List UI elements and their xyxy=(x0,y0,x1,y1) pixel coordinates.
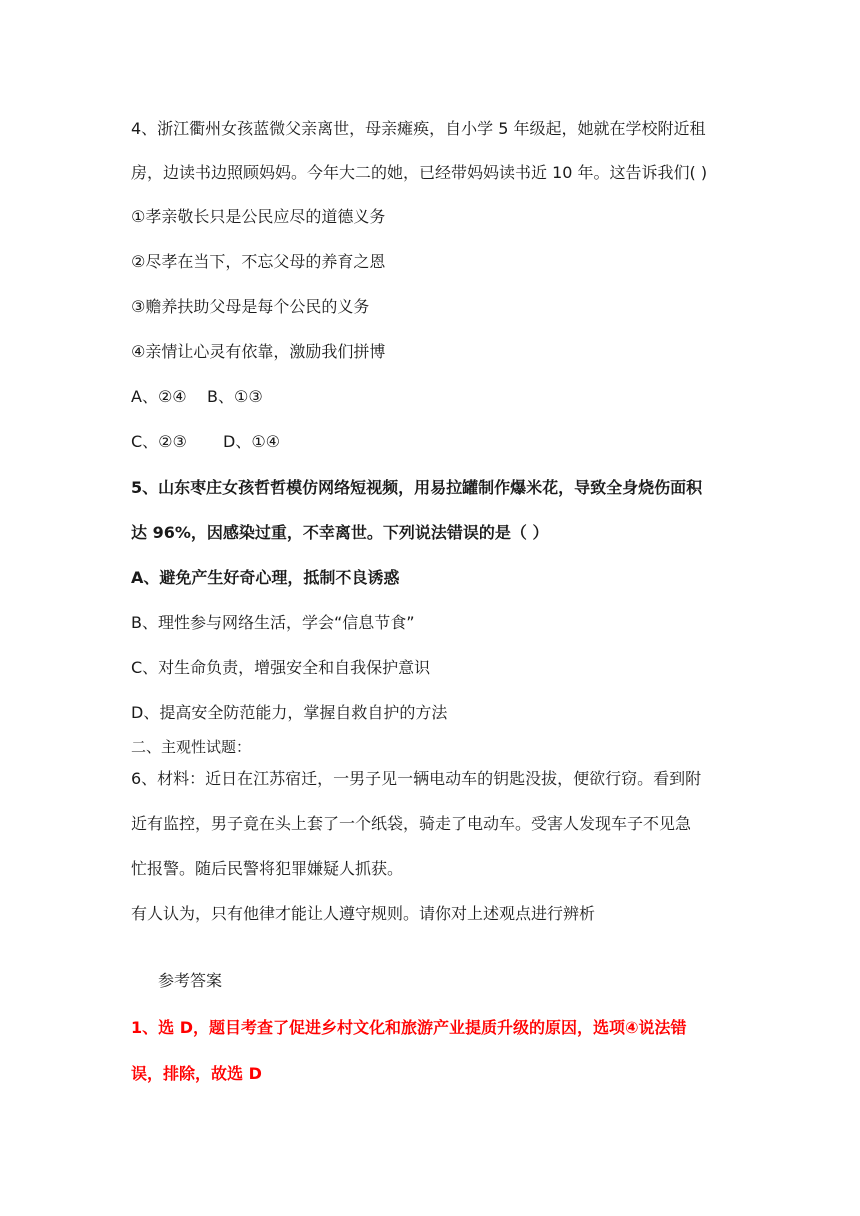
q5-option-c: C、对生命负责，增强安全和自我保护意识 xyxy=(131,658,431,677)
q5-stem-line1: 5、山东枣庄女孩哲哲模仿网络短视频，用易拉罐制作爆米花，导致全身烧伤面积 xyxy=(131,478,703,497)
q4-item-1: ①孝亲敬长只是公民应尽的道德义务 xyxy=(131,207,386,226)
q4-option-b: B、①③ xyxy=(207,387,263,406)
q4-item-3: ③赡养扶助父母是每个公民的义务 xyxy=(131,297,370,316)
q4-option-a: A、②④ xyxy=(131,387,187,406)
q5-option-b: B、理性参与网络生活，学会“信息节食” xyxy=(131,613,415,632)
answers-heading: 参考答案 xyxy=(158,971,223,990)
q4-item-4: ④亲情让心灵有依靠，激励我们拼博 xyxy=(131,342,386,361)
q6-line4: 有人认为，只有他律才能让人遵守规则。请你对上述观点进行辨析 xyxy=(131,904,596,923)
section2-heading: 二、主观性试题： xyxy=(131,738,252,756)
q5-option-d: D、提高安全防范能力，掌握自救自护的方法 xyxy=(131,703,448,722)
q5-option-a: A、避免产生好奇心理，抵制不良诱惑 xyxy=(131,568,400,587)
q4-stem-line1: 4、浙江衢州女孩蓝微父亲离世，母亲瘫痪，自小学 5 年级起，她就在学校附近租 xyxy=(131,119,706,138)
answer1-line1: 1、选 D，题目考查了促进乡村文化和旅游产业提质升级的原因，选项④说法错 xyxy=(131,1018,687,1037)
q4-option-d: D、①④ xyxy=(223,432,281,451)
q6-line3: 忙报警。随后民警将犯罪嫌疑人抓获。 xyxy=(131,859,404,878)
q4-stem-line2: 房，边读书边照顾妈妈。今年大二的她，已经带妈妈读书近 10 年。这告诉我们( ) xyxy=(131,163,708,182)
q5-stem-line2: 达 96%，因感染过重，不幸离世。下列说法错误的是（ ） xyxy=(131,523,549,542)
q4-options-cd xyxy=(131,431,280,453)
q6-line2: 近有监控，男子竟在头上套了一个纸袋，骑走了电动车。受害人发现车子不见急 xyxy=(131,814,692,833)
q4-options-ab xyxy=(131,386,263,408)
q4-option-c: C、②③ xyxy=(131,432,187,451)
q4-item-2: ②尽孝在当下，不忘父母的养育之恩 xyxy=(131,252,386,271)
q6-line1: 6、材料：近日在江苏宿迁，一男子见一辆电动车的钥匙没拔，便欲行窃。看到附 xyxy=(131,769,702,788)
answer1-line2: 误，排除，故选 D xyxy=(131,1064,262,1083)
